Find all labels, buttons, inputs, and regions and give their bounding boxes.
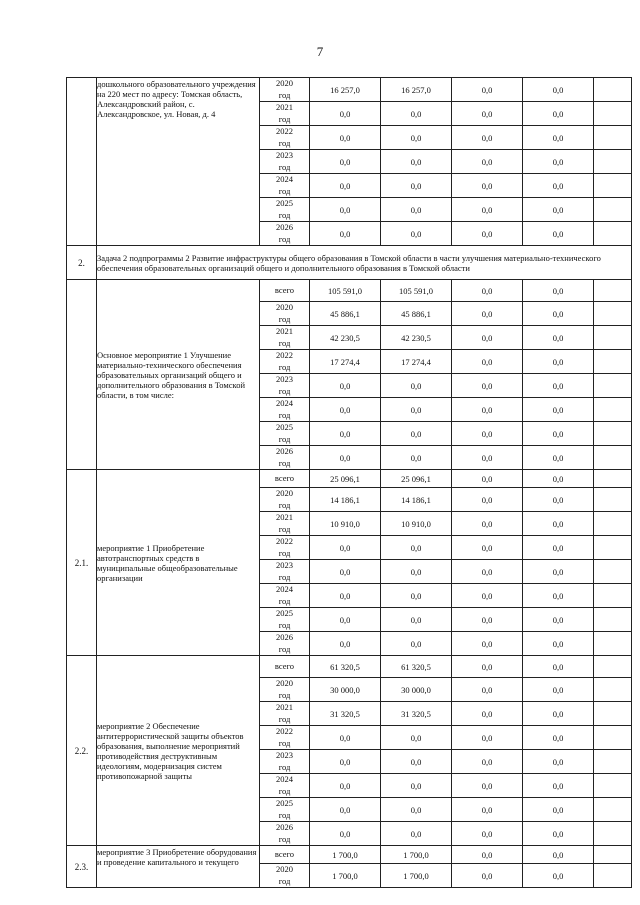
amount-cell: 0,0 (310, 102, 381, 126)
year-unit: год (278, 457, 291, 468)
amount-cell: 1 700,0 (381, 864, 452, 888)
amount-cell: 0,0 (452, 536, 523, 560)
year-unit: год (278, 209, 291, 220)
amount-cell: 0,0 (310, 822, 381, 846)
empty-cell (594, 774, 632, 798)
item-number (67, 78, 97, 246)
amount-cell: 16 257,0 (381, 78, 452, 102)
amount-cell: 0,0 (310, 446, 381, 470)
amount-cell: 0,0 (310, 798, 381, 822)
year-cell (260, 422, 310, 446)
amount-cell: 0,0 (381, 446, 452, 470)
task-description: Задача 2 подпрограммы 2 Развитие инфраструктуры общего образования в Томской области в части улучшения материально-технического обеспечения образовательных организаций общего и дополнительного образования в Томской области (97, 246, 632, 280)
amount-cell: 0,0 (381, 126, 452, 150)
empty-cell (594, 656, 632, 678)
year-unit: год (278, 595, 291, 606)
amount-cell: 0,0 (310, 198, 381, 222)
amount-cell: 105 591,0 (310, 280, 381, 302)
amount-cell: 0,0 (452, 126, 523, 150)
empty-cell (594, 350, 632, 374)
year-cell (260, 750, 310, 774)
year-unit: год (278, 433, 291, 444)
amount-cell: 0,0 (452, 374, 523, 398)
amount-cell: 0,0 (523, 102, 594, 126)
amount-cell: 0,0 (310, 726, 381, 750)
year-cell (260, 326, 310, 350)
year-unit: год (278, 809, 291, 820)
year-unit: год (278, 619, 291, 630)
year-cell (260, 174, 310, 198)
amount-cell: 30 000,0 (381, 678, 452, 702)
amount-cell: 0,0 (523, 798, 594, 822)
amount-cell: 0,0 (523, 512, 594, 536)
year-cell (260, 78, 310, 102)
amount-cell: 0,0 (452, 608, 523, 632)
amount-cell: 0,0 (381, 798, 452, 822)
year-cell (260, 102, 310, 126)
amount-cell: 30 000,0 (310, 678, 381, 702)
empty-cell (594, 150, 632, 174)
empty-cell (594, 374, 632, 398)
year-unit: год (278, 523, 291, 534)
empty-cell (594, 488, 632, 512)
amount-cell: 0,0 (381, 374, 452, 398)
year-unit: год (278, 337, 291, 348)
empty-cell (594, 632, 632, 656)
amount-cell: 0,0 (523, 864, 594, 888)
year-cell (260, 198, 310, 222)
year-value: 2023 (276, 374, 293, 384)
empty-cell (594, 560, 632, 584)
amount-cell: 0,0 (523, 326, 594, 350)
empty-cell (594, 470, 632, 488)
year-unit: год (278, 499, 291, 510)
table-row (67, 656, 632, 678)
year-cell (260, 702, 310, 726)
year-value: 2025 (276, 798, 293, 808)
empty-cell (594, 608, 632, 632)
year-unit: год (278, 713, 291, 724)
amount-cell: 0,0 (523, 222, 594, 246)
year-unit: год (278, 737, 291, 748)
amount-cell: 0,0 (523, 822, 594, 846)
empty-cell (594, 750, 632, 774)
year-cell (260, 822, 310, 846)
task-number: 2. (67, 246, 97, 280)
year-unit: год (278, 113, 291, 124)
amount-cell: 0,0 (452, 350, 523, 374)
amount-cell: 0,0 (452, 280, 523, 302)
amount-cell: 0,0 (523, 846, 594, 864)
year-unit: год (278, 313, 291, 324)
year-unit: год (278, 233, 291, 244)
amount-cell: 0,0 (381, 536, 452, 560)
amount-cell: 0,0 (523, 488, 594, 512)
amount-cell: 0,0 (452, 398, 523, 422)
empty-cell (594, 678, 632, 702)
amount-cell: 0,0 (452, 446, 523, 470)
year-value: 2020 (276, 678, 293, 688)
empty-cell (594, 446, 632, 470)
year-unit: год (278, 161, 291, 172)
table-row (67, 470, 632, 488)
empty-cell (594, 326, 632, 350)
empty-cell (594, 846, 632, 864)
empty-cell (594, 102, 632, 126)
amount-cell: 0,0 (381, 608, 452, 632)
year-value: 2023 (276, 150, 293, 160)
amount-cell: 0,0 (381, 822, 452, 846)
year-cell (260, 632, 310, 656)
amount-cell: 0,0 (381, 150, 452, 174)
year-cell (260, 222, 310, 246)
amount-cell: 0,0 (523, 302, 594, 326)
amount-cell: 17 274,4 (381, 350, 452, 374)
year-value: 2020 (276, 864, 293, 874)
amount-cell: 0,0 (310, 750, 381, 774)
amount-cell: 105 591,0 (381, 280, 452, 302)
amount-cell: 0,0 (452, 560, 523, 584)
amount-cell: 0,0 (381, 198, 452, 222)
amount-cell: 25 096,1 (310, 470, 381, 488)
amount-cell: 0,0 (310, 536, 381, 560)
year-value: 2025 (276, 198, 293, 208)
year-cell (260, 726, 310, 750)
amount-cell: 0,0 (523, 198, 594, 222)
year-cell (260, 398, 310, 422)
amount-cell: 0,0 (452, 222, 523, 246)
year-unit: год (278, 361, 291, 372)
amount-cell: 0,0 (452, 150, 523, 174)
year-cell (260, 798, 310, 822)
amount-cell: 0,0 (452, 102, 523, 126)
year-cell (260, 678, 310, 702)
amount-cell: 0,0 (452, 326, 523, 350)
year-value: 2020 (276, 302, 293, 312)
item-name: дошкольного образовательного учреждения на 220 мест по адресу: Томская область, Александровский район, с. Александровское, ул. Новая, д. 4 (97, 78, 260, 246)
year-value: 2026 (276, 446, 293, 456)
amount-cell: 42 230,5 (310, 326, 381, 350)
amount-cell: 0,0 (523, 584, 594, 608)
empty-cell (594, 798, 632, 822)
table-row (67, 846, 632, 864)
amount-cell: 61 320,5 (310, 656, 381, 678)
amount-cell: 1 700,0 (310, 846, 381, 864)
empty-cell (594, 222, 632, 246)
empty-cell (594, 302, 632, 326)
amount-cell: 25 096,1 (381, 470, 452, 488)
amount-cell: 0,0 (310, 150, 381, 174)
amount-cell: 0,0 (310, 398, 381, 422)
amount-cell: 0,0 (452, 774, 523, 798)
empty-cell (594, 822, 632, 846)
year-unit: год (278, 89, 291, 100)
year-unit: год (278, 833, 291, 844)
item-number: 2.2. (67, 656, 97, 846)
item-number (67, 280, 97, 470)
year-cell (260, 126, 310, 150)
amount-cell: 31 320,5 (310, 702, 381, 726)
year-unit: год (278, 785, 291, 796)
amount-cell: 0,0 (452, 470, 523, 488)
amount-cell: 0,0 (452, 78, 523, 102)
table-row (67, 246, 632, 280)
year-value: 2025 (276, 422, 293, 432)
empty-cell (594, 198, 632, 222)
amount-cell: 42 230,5 (381, 326, 452, 350)
year-value: 2021 (276, 512, 293, 522)
year-value: 2026 (276, 632, 293, 642)
amount-cell: 0,0 (381, 398, 452, 422)
amount-cell: 0,0 (381, 560, 452, 584)
empty-cell (594, 78, 632, 102)
amount-cell: 0,0 (381, 422, 452, 446)
year-value: 2024 (276, 774, 293, 784)
year-unit: год (278, 761, 291, 772)
table-row (67, 78, 632, 102)
total-label: всего (260, 846, 310, 864)
amount-cell: 10 910,0 (310, 512, 381, 536)
year-unit: год (278, 409, 291, 420)
amount-cell: 0,0 (452, 198, 523, 222)
amount-cell: 0,0 (381, 750, 452, 774)
amount-cell: 0,0 (452, 174, 523, 198)
total-label: всего (260, 280, 310, 302)
amount-cell: 0,0 (452, 822, 523, 846)
item-number: 2.1. (67, 470, 97, 656)
year-value: 2023 (276, 750, 293, 760)
year-cell (260, 512, 310, 536)
amount-cell: 14 186,1 (381, 488, 452, 512)
amount-cell: 0,0 (523, 126, 594, 150)
empty-cell (594, 584, 632, 608)
year-value: 2024 (276, 584, 293, 594)
year-value: 2024 (276, 174, 293, 184)
amount-cell: 0,0 (381, 174, 452, 198)
amount-cell: 0,0 (381, 632, 452, 656)
year-cell (260, 302, 310, 326)
amount-cell: 0,0 (452, 656, 523, 678)
amount-cell: 0,0 (523, 374, 594, 398)
amount-cell: 0,0 (452, 302, 523, 326)
year-unit: год (278, 643, 291, 654)
amount-cell: 16 257,0 (310, 78, 381, 102)
amount-cell: 0,0 (523, 398, 594, 422)
year-unit: год (278, 875, 291, 886)
year-unit: год (278, 385, 291, 396)
year-value: 2022 (276, 126, 293, 136)
amount-cell: 17 274,4 (310, 350, 381, 374)
amount-cell: 0,0 (310, 774, 381, 798)
empty-cell (594, 726, 632, 750)
amount-cell: 0,0 (452, 702, 523, 726)
amount-cell: 0,0 (452, 512, 523, 536)
amount-cell: 0,0 (523, 536, 594, 560)
amount-cell: 0,0 (523, 280, 594, 302)
amount-cell: 0,0 (523, 750, 594, 774)
total-label: всего (260, 470, 310, 488)
total-label: всего (260, 656, 310, 678)
amount-cell: 0,0 (523, 560, 594, 584)
year-value: 2020 (276, 78, 293, 88)
empty-cell (594, 512, 632, 536)
year-value: 2026 (276, 222, 293, 232)
year-cell (260, 584, 310, 608)
year-cell (260, 560, 310, 584)
year-value: 2025 (276, 608, 293, 618)
amount-cell: 0,0 (381, 102, 452, 126)
budget-table (66, 77, 632, 888)
year-cell (260, 150, 310, 174)
amount-cell: 0,0 (452, 488, 523, 512)
amount-cell: 0,0 (523, 78, 594, 102)
amount-cell: 0,0 (452, 584, 523, 608)
amount-cell: 0,0 (310, 608, 381, 632)
year-value: 2021 (276, 102, 293, 112)
year-value: 2022 (276, 726, 293, 736)
empty-cell (594, 536, 632, 560)
amount-cell: 1 700,0 (310, 864, 381, 888)
amount-cell: 0,0 (310, 584, 381, 608)
amount-cell: 0,0 (523, 174, 594, 198)
amount-cell: 0,0 (310, 422, 381, 446)
amount-cell: 0,0 (310, 222, 381, 246)
year-cell (260, 864, 310, 888)
year-cell (260, 488, 310, 512)
item-number: 2.3. (67, 846, 97, 888)
amount-cell: 0,0 (523, 656, 594, 678)
empty-cell (594, 280, 632, 302)
amount-cell: 0,0 (523, 726, 594, 750)
year-unit: год (278, 137, 291, 148)
table-row (67, 280, 632, 302)
year-unit: год (278, 689, 291, 700)
amount-cell: 0,0 (523, 422, 594, 446)
amount-cell: 45 886,1 (381, 302, 452, 326)
amount-cell: 0,0 (523, 446, 594, 470)
year-value: 2022 (276, 350, 293, 360)
amount-cell: 31 320,5 (381, 702, 452, 726)
amount-cell: 0,0 (310, 560, 381, 584)
amount-cell: 14 186,1 (310, 488, 381, 512)
amount-cell: 1 700,0 (381, 846, 452, 864)
amount-cell: 0,0 (381, 774, 452, 798)
year-value: 2024 (276, 398, 293, 408)
amount-cell: 0,0 (381, 584, 452, 608)
year-unit: год (278, 185, 291, 196)
amount-cell: 0,0 (523, 150, 594, 174)
page-number: 7 (316, 44, 324, 59)
year-unit: год (278, 547, 291, 558)
empty-cell (594, 174, 632, 198)
amount-cell: 45 886,1 (310, 302, 381, 326)
amount-cell: 0,0 (523, 632, 594, 656)
amount-cell: 0,0 (452, 846, 523, 864)
amount-cell: 0,0 (310, 374, 381, 398)
item-name: мероприятие 2 Обеспечение антитеррористической защиты объектов образования, выполнение мероприятий противодействия деструктивным идеологиям, модернизация систем противопожарной защиты (97, 656, 260, 846)
year-value: 2026 (276, 822, 293, 832)
amount-cell: 0,0 (452, 750, 523, 774)
amount-cell: 0,0 (452, 422, 523, 446)
empty-cell (594, 422, 632, 446)
year-value: 2021 (276, 702, 293, 712)
year-value: 2020 (276, 488, 293, 498)
empty-cell (594, 864, 632, 888)
year-cell (260, 608, 310, 632)
amount-cell: 0,0 (381, 726, 452, 750)
amount-cell: 0,0 (452, 798, 523, 822)
year-value: 2023 (276, 560, 293, 570)
amount-cell: 0,0 (523, 608, 594, 632)
amount-cell: 0,0 (452, 864, 523, 888)
year-cell (260, 446, 310, 470)
amount-cell: 0,0 (452, 632, 523, 656)
amount-cell: 10 910,0 (381, 512, 452, 536)
amount-cell: 0,0 (381, 222, 452, 246)
empty-cell (594, 126, 632, 150)
year-value: 2021 (276, 326, 293, 336)
item-name: мероприятие 1 Приобретение автотранспортных средств в муниципальные общеобразовательные организации (97, 470, 260, 656)
amount-cell: 0,0 (523, 350, 594, 374)
amount-cell: 61 320,5 (381, 656, 452, 678)
amount-cell: 0,0 (452, 678, 523, 702)
amount-cell: 0,0 (310, 126, 381, 150)
year-cell (260, 774, 310, 798)
empty-cell (594, 702, 632, 726)
amount-cell: 0,0 (452, 726, 523, 750)
year-cell (260, 350, 310, 374)
amount-cell: 0,0 (523, 774, 594, 798)
amount-cell: 0,0 (310, 174, 381, 198)
amount-cell: 0,0 (523, 470, 594, 488)
amount-cell: 0,0 (310, 632, 381, 656)
amount-cell: 0,0 (523, 702, 594, 726)
amount-cell: 0,0 (523, 678, 594, 702)
year-unit: год (278, 571, 291, 582)
year-cell (260, 536, 310, 560)
year-value: 2022 (276, 536, 293, 546)
item-name: мероприятие 3 Приобретение оборудования и проведение капитального и текущего (97, 846, 260, 888)
year-cell (260, 374, 310, 398)
item-name: Основное мероприятие 1 Улучшение материально-технического обеспечения образовательных организаций общего и дополнительного образования в Томской области, в том числе: (97, 280, 260, 470)
empty-cell (594, 398, 632, 422)
